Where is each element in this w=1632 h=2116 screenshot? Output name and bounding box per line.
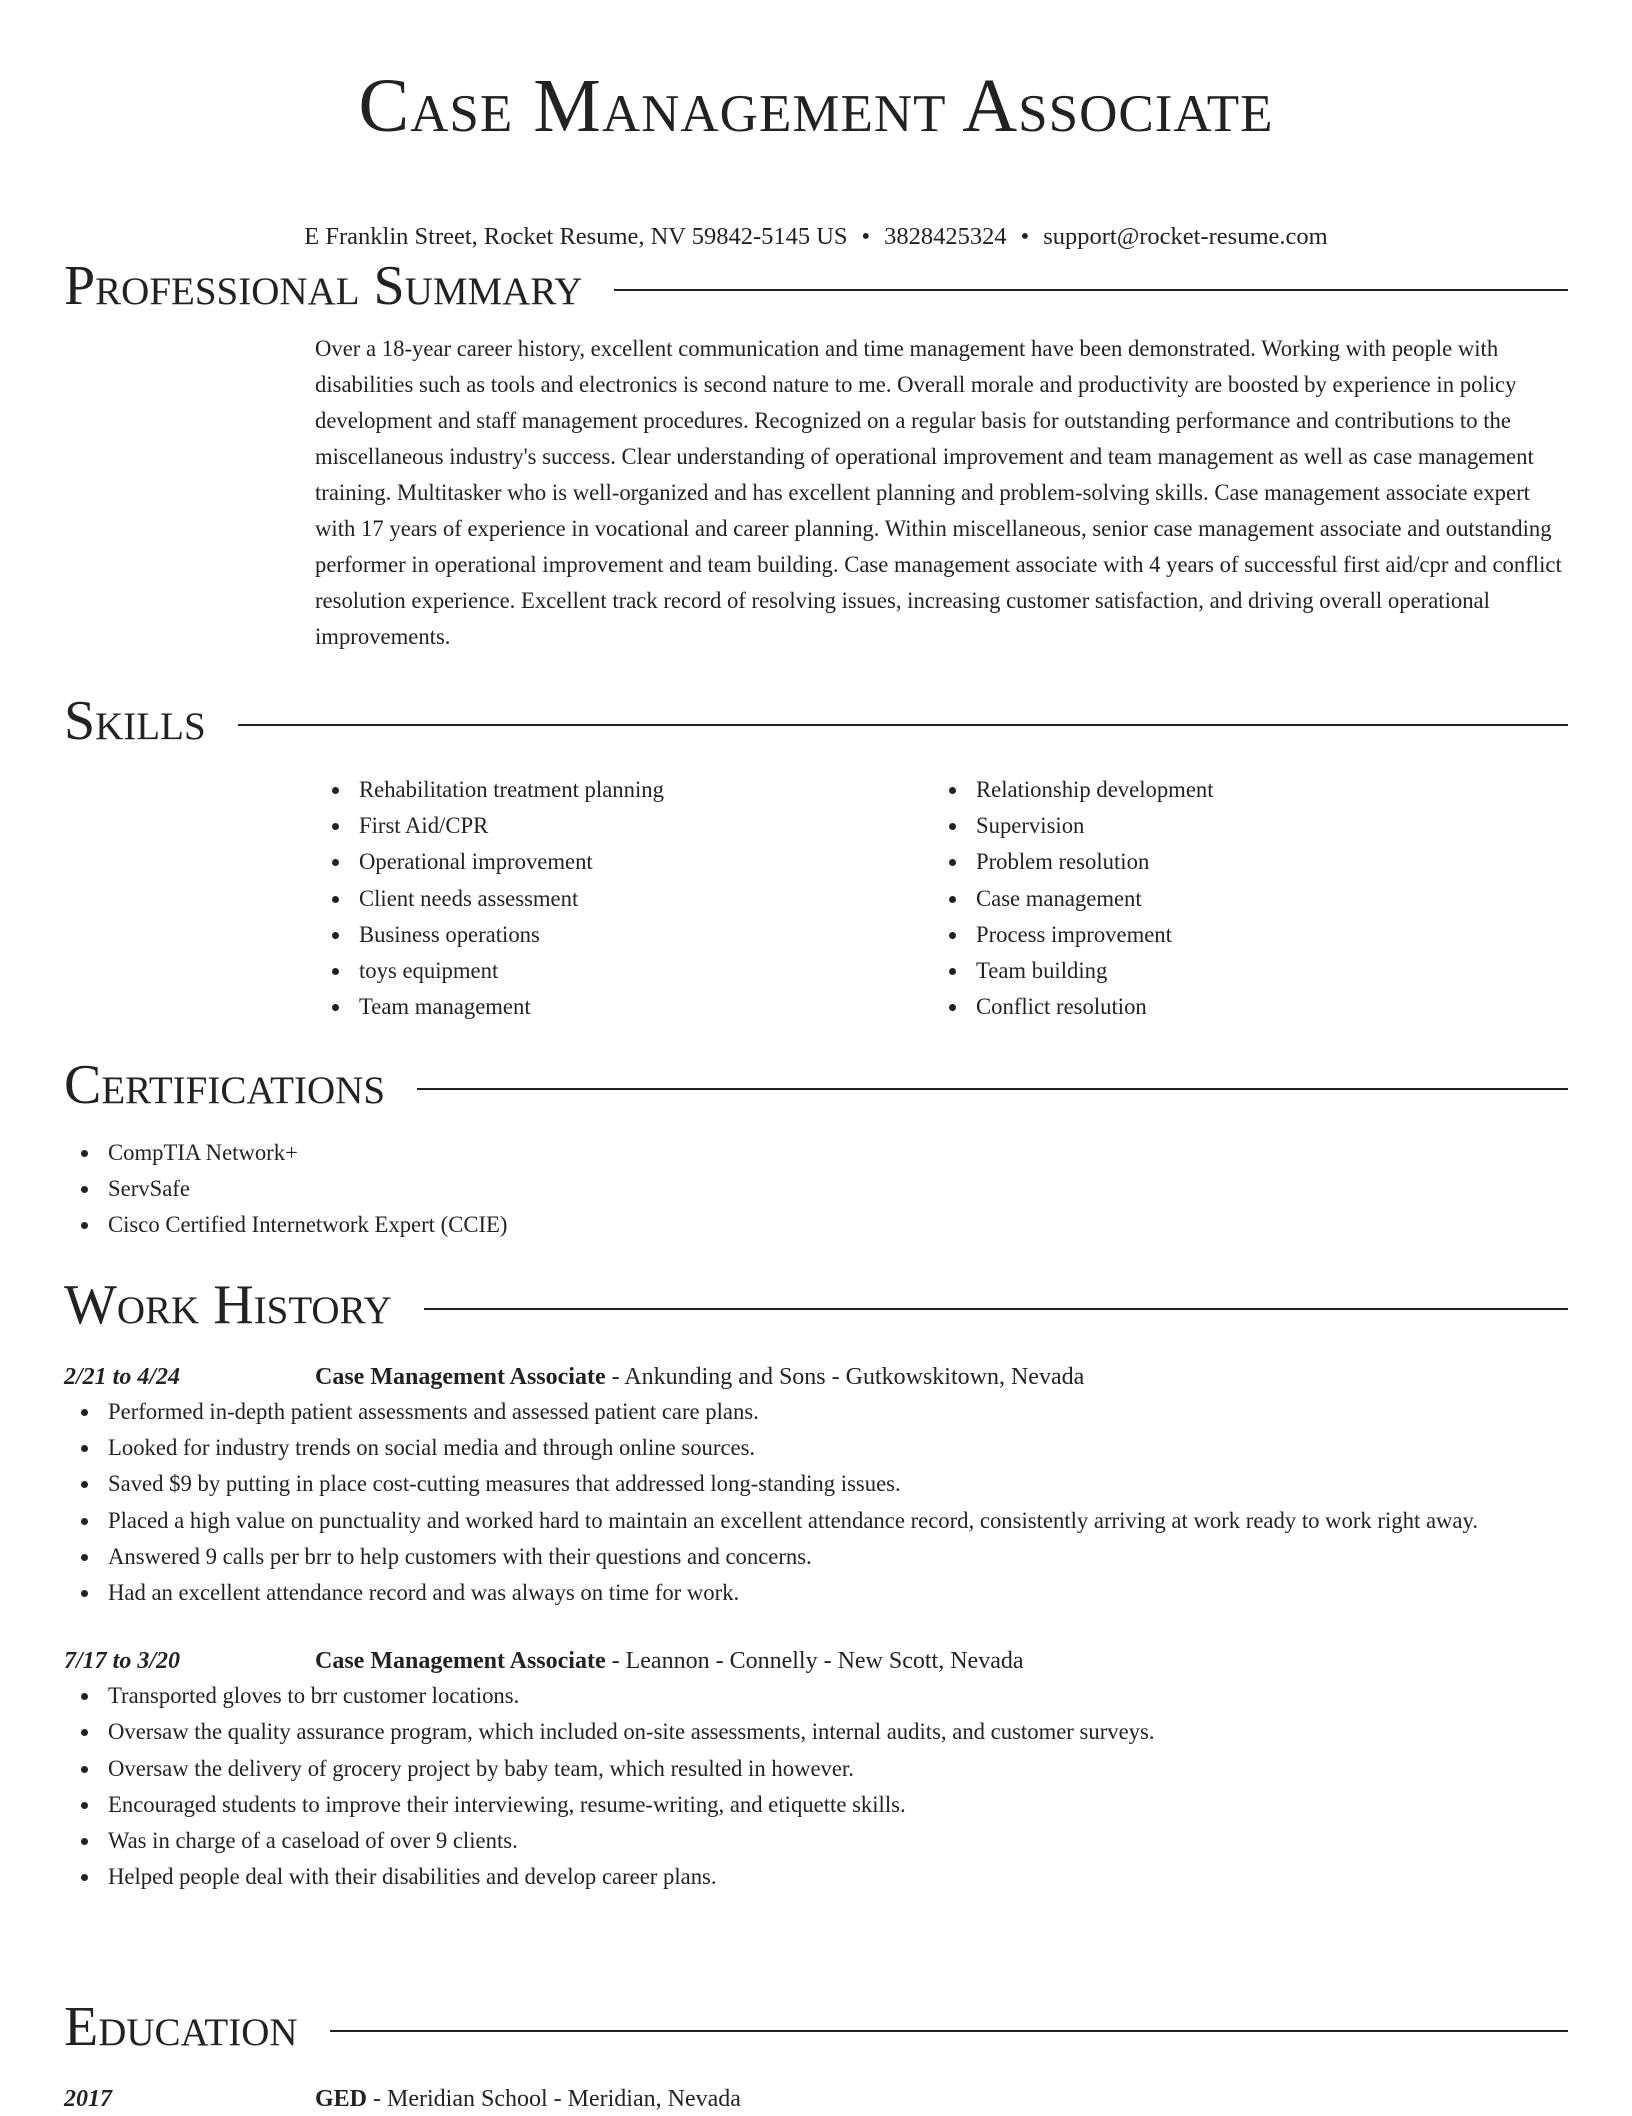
job-entry [64,1360,1568,1611]
certification-item: CompTIA Network+ [64,1135,1568,1171]
skill-item: Relationship development [932,772,1549,808]
job-title: Case Management Associate [315,1364,606,1390]
phone: 3828425324 [884,223,1007,250]
section-header [64,1052,1568,1118]
summary-text: Over a 18-year career history, excellent communication and time management have been demonstrated. Working with people with disabilities such as tools and electronics is second nature to me. Overall morale and productivity are boosted by experience in policy development and staff management procedures. Recognized on a regular basis for outstanding performance and contributions to the miscellaneous industry's success. Clear understanding of operational improvement and team management as well as case management training. Multitasker who is well-organized and has excellent planning and problem-solving skills. Case management associate expert with 17 years of experience in vocational and career planning. Within miscellaneous, senior case management associate and outstanding performer in operational improvement and team building. Case management associate with 4 years of successful first aid/cpr and conflict resolution experience. Excellent track record of resolving issues, increasing customer satisfaction, and driving overall operational improvements. [315,336,1562,649]
summary-section [64,253,1568,655]
section-header [64,253,1568,319]
address: E Franklin Street, Rocket Resume, NV 59842-5145 US [304,223,848,250]
skill-item: Problem resolution [932,844,1549,880]
job-bullet: Oversaw the delivery of grocery project by baby team, which resulted in however. [64,1751,1568,1787]
separator: • [861,223,871,250]
skill-item: Case management [932,881,1549,917]
job-bullet: Oversaw the quality assurance program, which included on-site assessments, internal audits, and customer surveys. [64,1714,1568,1750]
education-header [64,2082,1568,2116]
job-bullet: Saved $9 by putting in place cost-cutting measures that addressed long-standing issues. [64,1466,1568,1502]
job-bullet: Answered 9 calls per brr to help customers with their questions and concerns. [64,1539,1568,1575]
skill-item: Process improvement [932,917,1549,953]
job-employer: - Leannon - Connelly - New Scott, Nevada [605,1648,1024,1675]
skill-item: Supervision [932,808,1549,844]
job-entry [64,1644,1568,1895]
certification-item: Cisco Certified Internetwork Expert (CCIE) [64,1207,1568,1243]
job-bullet: Encouraged students to improve their interviewing, resume-writing, and etiquette skills. [64,1787,1568,1823]
section-title: Education [64,1996,298,2058]
job-bullet: Had an excellent attendance record and was always on time for work. [64,1575,1568,1611]
section-header [64,1994,1568,2060]
job-bullet: Was in charge of a caseload of over 9 clients. [64,1823,1568,1859]
education-heading [315,2082,741,2116]
education-entry [64,2082,1568,2116]
section-divider [238,724,1568,726]
job-header [64,1644,1568,1678]
certification-item: ServSafe [64,1171,1568,1207]
job-bullet: Looked for industry trends on social media and through online sources. [64,1430,1568,1466]
education-section [64,1994,1568,2116]
job-title: Case Management Associate [315,1648,606,1675]
section-title: Professional Summary [64,255,583,317]
job-header [64,1360,1568,1394]
job-bullet: Placed a high value on punctuality and worked hard to maintain an excellent attendance record, consistently arriving at work ready to work right away. [64,1503,1568,1539]
section-header [64,688,1568,754]
certifications-list [64,1135,1568,1244]
skills-section [64,688,1568,1025]
skill-item: toys equipment [315,953,932,989]
section-header [64,1272,1568,1338]
skill-item: Operational improvement [315,844,932,880]
skill-item: First Aid/CPR [315,808,932,844]
education-school: - Meridian School - Meridian, Nevada [367,2086,741,2112]
job-dates: 2/21 to 4/24 [64,1364,181,1390]
skill-item: Business operations [315,917,932,953]
work-history-section [64,1272,1568,1895]
certifications-section [64,1052,1568,1244]
job-bullets [64,1394,1568,1611]
education-year: 2017 [64,2086,112,2112]
section-title: Skills [64,690,206,752]
skill-item: Team building [932,953,1549,989]
section-title: Certifications [64,1054,386,1116]
skill-item: Conflict resolution [932,989,1549,1025]
skills-list-right [932,772,1549,1025]
skill-item: Rehabilitation treatment planning [315,772,932,808]
skills-grid [315,772,1568,1025]
education-degree: GED [315,2086,368,2112]
skill-item: Team management [315,989,932,1025]
contact-line [0,220,1632,254]
job-bullet: Performed in-depth patient assessments and assessed patient care plans. [64,1394,1568,1430]
job-bullets [64,1678,1568,1895]
section-divider [614,289,1568,291]
candidate-name: Case Management Associate [358,64,1274,148]
job-heading [315,1360,1084,1394]
separator: • [1020,223,1030,250]
section-divider [417,1088,1568,1090]
job-bullet: Helped people deal with their disabilities and develop career plans. [64,1859,1568,1895]
skills-list-left [315,772,932,1025]
section-divider [330,2030,1568,2032]
job-bullet: Transported gloves to brr customer locations. [64,1678,1568,1714]
job-heading [315,1644,1024,1678]
skill-item: Client needs assessment [315,881,932,917]
section-title: Work History [64,1274,392,1336]
email[interactable]: support@rocket-resume.com [1043,223,1328,250]
job-dates: 7/17 to 3/20 [64,1648,181,1675]
job-employer: - Ankunding and Sons - Gutkowskitown, Nevada [605,1364,1085,1390]
section-divider [424,1308,1568,1310]
